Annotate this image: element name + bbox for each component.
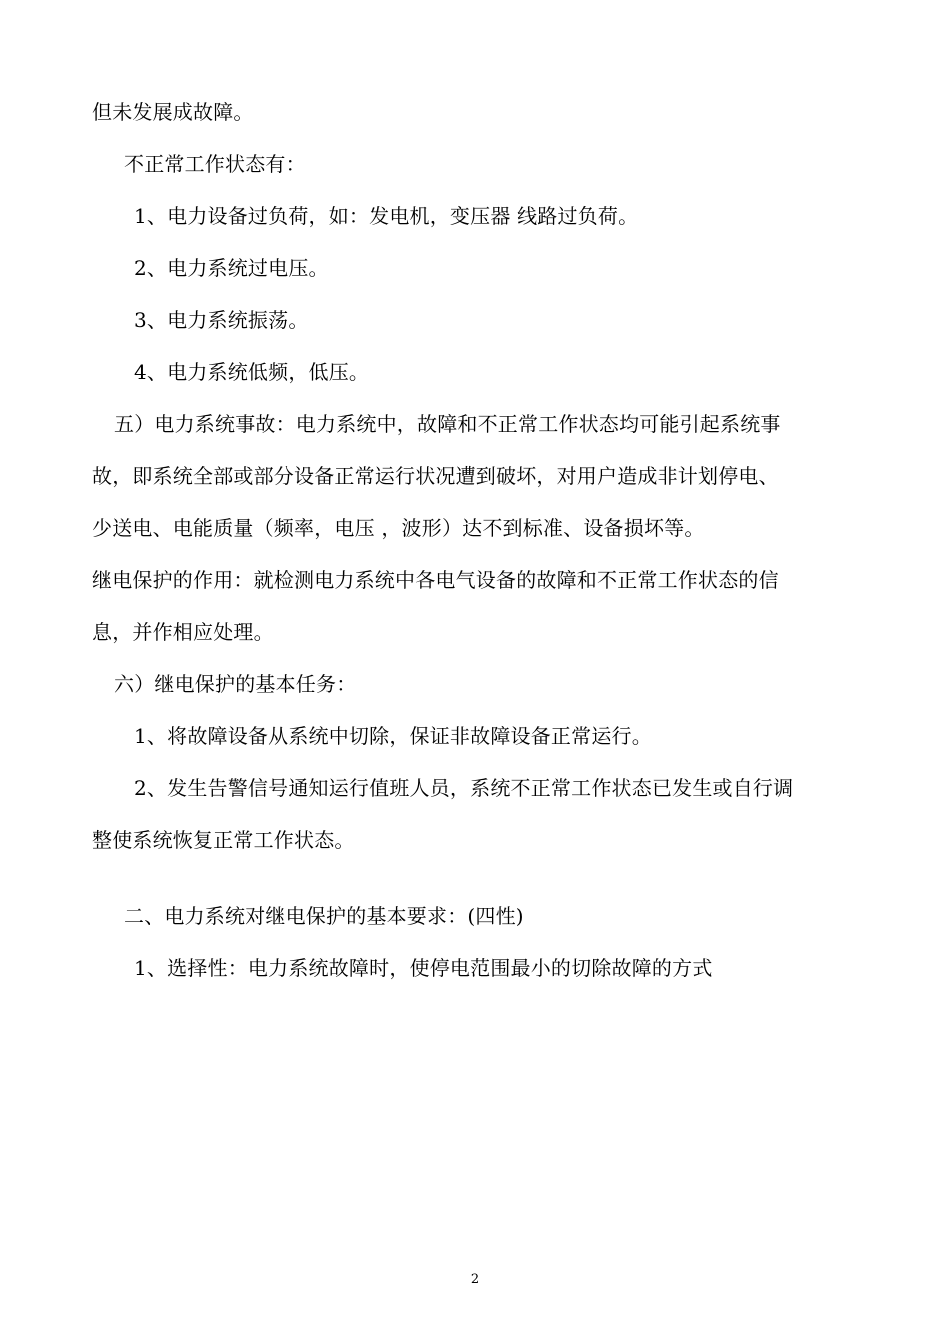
section-heading-basic-requirements: 二、电力系统对继电保护的基本要求：(四性): [124, 904, 524, 928]
list-item-isolate-fault: 1、将故障设备从系统中切除，保证非故障设备正常运行。: [134, 724, 652, 748]
list-item-alarm-signal: 2、发生告警信号通知运行值班人员，系统不正常工作状态已发生或自行调: [134, 776, 794, 800]
text-line-system-accident-cont-1: 故，即系统全部或部分设备正常运行状况遭到破坏，对用户造成非计划停电、: [92, 464, 779, 488]
text-line-continuation: 但未发展成故障。: [92, 100, 254, 124]
list-item-overvoltage: 2、电力系统过电压。: [134, 256, 329, 280]
text-line-relay-function-cont: 息，并作相应处理。: [92, 620, 274, 644]
text-line-relay-function: 继电保护的作用：就检测电力系统中各电气设备的故障和不正常工作状态的信: [92, 568, 779, 592]
text-line-relay-tasks-heading: 六）继电保护的基本任务：: [114, 672, 357, 696]
list-item-selectivity: 1、选择性：电力系统故障时，使停电范围最小的切除故障的方式: [134, 956, 713, 980]
text-line-abnormal-states-heading: 不正常工作状态有：: [124, 152, 306, 176]
list-item-low-frequency: 4、电力系统低频，低压。: [134, 360, 370, 384]
list-item-overload: 1、电力设备过负荷，如：发电机，变压器 线路过负荷。: [134, 204, 639, 228]
page-number: 2: [470, 1272, 480, 1287]
list-item-oscillation: 3、电力系统振荡。: [134, 308, 309, 332]
text-line-system-accident-cont-2: 少送电、电能质量（频率，电压 ，波形）达不到标准、设备损坏等。: [92, 516, 705, 540]
text-line-system-accident: 五）电力系统事故：电力系统中，故障和不正常工作状态均可能引起系统事: [114, 412, 781, 436]
list-item-alarm-signal-cont: 整使系统恢复正常工作状态。: [92, 828, 355, 852]
